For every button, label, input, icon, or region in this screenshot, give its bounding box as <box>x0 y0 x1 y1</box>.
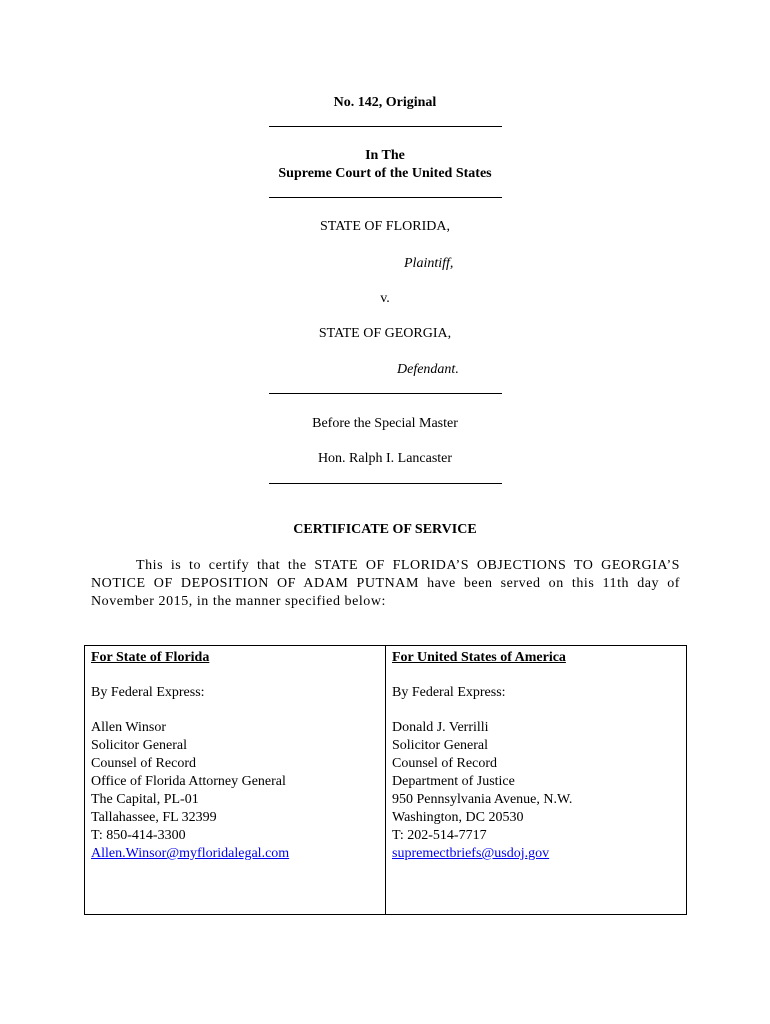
address-line: Counsel of Record <box>91 756 196 771</box>
address-line: Department of Justice <box>392 774 515 789</box>
case-number: No. 142, Original <box>333 95 437 110</box>
defendant-role: Defendant. <box>397 362 459 377</box>
plaintiff-role: Plaintiff, <box>404 256 454 271</box>
address-line: T: 850-414-3300 <box>91 828 186 843</box>
address-line: Washington, DC 20530 <box>392 810 524 825</box>
address-line: Allen Winsor <box>91 720 167 735</box>
column-heading: For United States of America <box>392 650 566 665</box>
plaintiff-name: STATE OF FLORIDA, <box>320 219 450 234</box>
delivery-method: By Federal Express: <box>91 685 205 700</box>
address-line: Tallahassee, FL 32399 <box>91 810 217 825</box>
defendant-name: STATE OF GEORGIA, <box>318 326 452 341</box>
address-line: T: 202-514-7717 <box>392 828 487 843</box>
versus: v. <box>380 291 390 306</box>
address-line: Donald J. Verrilli <box>392 720 489 735</box>
email-link[interactable]: supremectbriefs@usdoj.gov <box>392 846 550 861</box>
divider-rule <box>269 197 502 198</box>
address-line: Solicitor General <box>91 738 188 753</box>
special-master-line: Before the Special Master <box>312 416 458 431</box>
address-line: Counsel of Record <box>392 756 497 771</box>
address-block <box>91 719 381 863</box>
address-line: The Capital, PL-01 <box>91 792 199 807</box>
address-block <box>392 719 682 863</box>
special-master-name: Hon. Ralph I. Lancaster <box>317 451 453 466</box>
divider-rule <box>269 126 502 127</box>
court-line-1: In The <box>365 148 405 163</box>
delivery-method: By Federal Express: <box>392 685 506 700</box>
column-heading: For State of Florida <box>91 650 210 665</box>
certificate-title: CERTIFICATE OF SERVICE <box>293 522 477 537</box>
divider-rule <box>269 393 502 394</box>
service-table <box>84 645 687 915</box>
address-line: 950 Pennsylvania Avenue, N.W. <box>392 792 573 807</box>
certificate-body: This is to certify that the STATE OF FLORIDA’S OBJECTIONS TO GEORGIA’S NOTICE OF DEPOSITION OF ADAM PUTNAM have been served on this 11th day of November 2015, in the manner specified below: <box>91 558 680 609</box>
address-line: Office of Florida Attorney General <box>91 774 286 789</box>
email-link[interactable]: Allen.Winsor@myfloridalegal.com <box>91 846 290 861</box>
address-line: Solicitor General <box>392 738 489 753</box>
service-column-florida <box>85 646 386 914</box>
divider-rule <box>269 483 502 484</box>
service-column-united-states <box>386 646 686 914</box>
court-name: Supreme Court of the United States <box>278 166 492 181</box>
